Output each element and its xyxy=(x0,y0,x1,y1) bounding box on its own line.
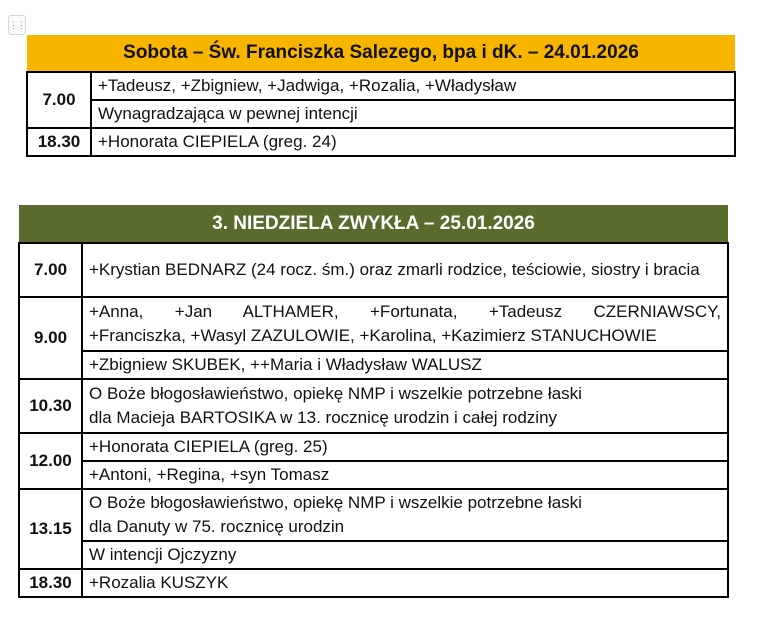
mass-time: 18.30 xyxy=(27,128,91,156)
table-row xyxy=(27,72,735,100)
mass-time: 7.00 xyxy=(19,243,82,297)
table-row xyxy=(19,461,728,489)
mass-intention: +Zbigniew SKUBEK, ++Maria i Władysław WALUSZ xyxy=(82,351,728,379)
mass-intention: +Rozalia KUSZYK xyxy=(82,569,728,597)
table-row xyxy=(19,351,728,379)
intention-line: O Boże błogosławieństwo, opiekę NMP i wszelkie potrzebne łaski xyxy=(89,493,582,512)
mass-intention xyxy=(82,379,728,433)
mass-time: 13.15 xyxy=(19,489,82,569)
mass-time: 18.30 xyxy=(19,569,82,597)
mass-intention: +Honorata CIEPIELA (greg. 25) xyxy=(82,433,728,461)
mass-intention: Wynagradzająca w pewnej intencji xyxy=(91,100,735,128)
mass-intention xyxy=(82,297,728,351)
intention-line: O Boże błogosławieństwo, opiekę NMP i wszelkie potrzebne łaski xyxy=(89,384,582,403)
table-row xyxy=(19,379,728,433)
saturday-header: Sobota – Św. Franciszka Salezego, bpa i dK. – 24.01.2026 xyxy=(27,35,735,72)
mass-time: 10.30 xyxy=(19,379,82,433)
table-header-row xyxy=(19,205,728,243)
intention-line: dla Danuty w 75. rocznicę urodzin xyxy=(89,517,345,536)
mass-intention: +Honorata CIEPIELA (greg. 24) xyxy=(91,128,735,156)
table-row xyxy=(19,541,728,569)
mass-intention: +Tadeusz, +Zbigniew, +Jadwiga, +Rozalia, +Władysław xyxy=(91,72,735,100)
mass-time: 12.00 xyxy=(19,433,82,489)
table-row xyxy=(19,569,728,597)
intention-line: +Anna, +Jan ALTHAMER, +Fortunata, +Tadeusz CZERNIAWSCY, xyxy=(89,302,721,321)
intention-line: dla Macieja BARTOSIKA w 13. rocznicę urodzin i całej rodziny xyxy=(89,408,558,427)
sunday-header: 3. NIEDZIELA ZWYKŁA – 25.01.2026 xyxy=(19,205,728,243)
mass-time: 9.00 xyxy=(19,297,82,379)
table-row xyxy=(19,297,728,351)
mass-intention xyxy=(82,489,728,541)
table-move-handle[interactable]: ⋮⋮ xyxy=(8,15,26,35)
intention-line: +Franciszka, +Wasyl ZAZULOWIE, +Karolina, +Kazimierz STANUCHOWIE xyxy=(89,326,657,345)
sunday-schedule-table xyxy=(18,205,729,598)
table-row xyxy=(27,128,735,156)
table-header-row xyxy=(27,35,735,72)
mass-intention: +Krystian BEDNARZ (24 rocz. śm.) oraz zmarli rodzice, teściowie, siostry i bracia xyxy=(82,243,728,297)
saturday-schedule-table xyxy=(26,35,736,157)
mass-intention: +Antoni, +Regina, +syn Tomasz xyxy=(82,461,728,489)
table-row xyxy=(27,100,735,128)
mass-time: 7.00 xyxy=(27,72,91,128)
table-row xyxy=(19,489,728,541)
mass-intention: W intencji Ojczyzny xyxy=(82,541,728,569)
table-row xyxy=(19,433,728,461)
table-row xyxy=(19,243,728,297)
